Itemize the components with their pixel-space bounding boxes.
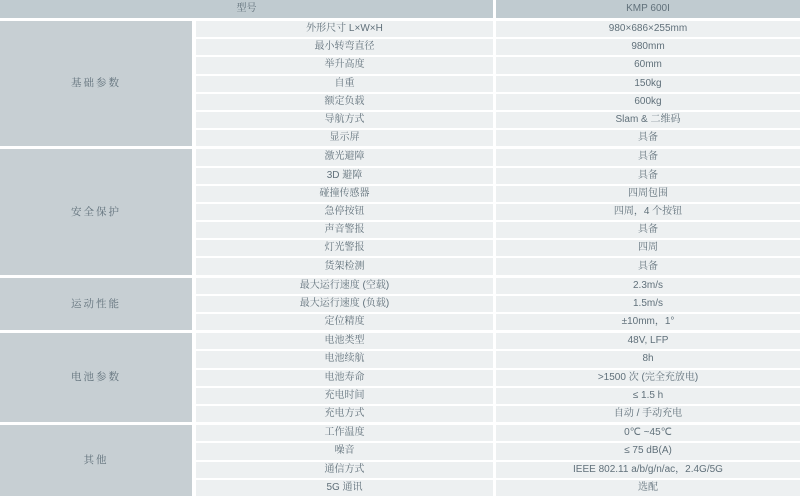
spec-section [0, 278, 800, 331]
table-row [196, 130, 800, 146]
group-cell: 安全保护 [0, 149, 192, 274]
value-cell: 980mm [496, 39, 800, 55]
section-rows [196, 21, 800, 146]
value-cell: 具备 [496, 258, 800, 274]
value-cell: 8h [496, 351, 800, 367]
param-cell: 电池寿命 [196, 370, 493, 386]
value-cell: ±10mm，1° [496, 314, 800, 330]
model-header-value: KMP 600I [496, 0, 800, 18]
param-cell: 导航方式 [196, 112, 493, 128]
table-row [196, 240, 800, 256]
value-cell: IEEE 802.11 a/b/g/n/ac，2.4G/5G [496, 462, 800, 478]
section-rows [196, 333, 800, 422]
param-cell: 工作温度 [196, 425, 493, 441]
param-cell: 灯光警报 [196, 240, 493, 256]
table-row [196, 76, 800, 92]
value-cell: 自动 / 手动充电 [496, 406, 800, 422]
value-cell: 600kg [496, 94, 800, 110]
param-cell: 急停按钮 [196, 204, 493, 220]
param-cell: 电池类型 [196, 333, 493, 349]
table-row [196, 296, 800, 312]
table-row [196, 333, 800, 349]
value-cell: Slam & 二维码 [496, 112, 800, 128]
value-cell: 具备 [496, 168, 800, 184]
model-header-label: 型号 [0, 0, 493, 18]
spec-section [0, 333, 800, 422]
value-cell: 1.5m/s [496, 296, 800, 312]
table-row [196, 480, 800, 496]
value-cell: ≤ 1.5 h [496, 388, 800, 404]
param-cell: 举升高度 [196, 57, 493, 73]
param-cell: 声音警报 [196, 222, 493, 238]
value-cell: 150kg [496, 76, 800, 92]
table-row [196, 258, 800, 274]
table-row [196, 406, 800, 422]
table-row [196, 222, 800, 238]
spec-section [0, 21, 800, 146]
section-rows [196, 425, 800, 496]
section-rows [196, 278, 800, 331]
param-cell: 自重 [196, 76, 493, 92]
group-cell: 基础参数 [0, 21, 192, 146]
param-cell: 激光避障 [196, 149, 493, 165]
param-cell: 充电时间 [196, 388, 493, 404]
param-cell: 电池续航 [196, 351, 493, 367]
table-row [196, 57, 800, 73]
param-cell: 最大运行速度 (负载) [196, 296, 493, 312]
param-cell: 充电方式 [196, 406, 493, 422]
table-row [196, 39, 800, 55]
table-row [196, 168, 800, 184]
value-cell: 980×686×255mm [496, 21, 800, 37]
section-rows [196, 149, 800, 274]
table-header-row [0, 0, 800, 18]
param-cell: 外形尺寸 L×W×H [196, 21, 493, 37]
value-cell: 2.3m/s [496, 278, 800, 294]
value-cell: 60mm [496, 57, 800, 73]
spec-section [0, 425, 800, 496]
table-row [196, 314, 800, 330]
value-cell: >1500 次 (完全充放电) [496, 370, 800, 386]
param-cell: 显示屏 [196, 130, 493, 146]
table-row [196, 94, 800, 110]
param-cell: 噪音 [196, 443, 493, 459]
table-row [196, 462, 800, 478]
value-cell: 具备 [496, 149, 800, 165]
param-cell: 碰撞传感器 [196, 186, 493, 202]
param-cell: 货架检测 [196, 258, 493, 274]
group-cell: 其他 [0, 425, 192, 496]
table-row [196, 351, 800, 367]
param-cell: 通信方式 [196, 462, 493, 478]
table-row [196, 370, 800, 386]
table-row [196, 443, 800, 459]
value-cell: 0℃ ~45℃ [496, 425, 800, 441]
value-cell: 48V, LFP [496, 333, 800, 349]
table-row [196, 21, 800, 37]
spec-section [0, 149, 800, 274]
group-cell: 运动性能 [0, 278, 192, 331]
value-cell: 四周，4 个按钮 [496, 204, 800, 220]
value-cell: 四周包围 [496, 186, 800, 202]
param-cell: 最大运行速度 (空载) [196, 278, 493, 294]
param-cell: 最小转弯直径 [196, 39, 493, 55]
param-cell: 额定负载 [196, 94, 493, 110]
table-row [196, 204, 800, 220]
table-row [196, 425, 800, 441]
group-cell: 电池参数 [0, 333, 192, 422]
value-cell: 具备 [496, 130, 800, 146]
table-row [196, 388, 800, 404]
param-cell: 5G 通讯 [196, 480, 493, 496]
table-row [196, 186, 800, 202]
param-cell: 3D 避障 [196, 168, 493, 184]
value-cell: 选配 [496, 480, 800, 496]
param-cell: 定位精度 [196, 314, 493, 330]
table-row [196, 112, 800, 128]
value-cell: 具备 [496, 222, 800, 238]
value-cell: ≤ 75 dB(A) [496, 443, 800, 459]
value-cell: 四周 [496, 240, 800, 256]
table-row [196, 278, 800, 294]
table-row [196, 149, 800, 165]
